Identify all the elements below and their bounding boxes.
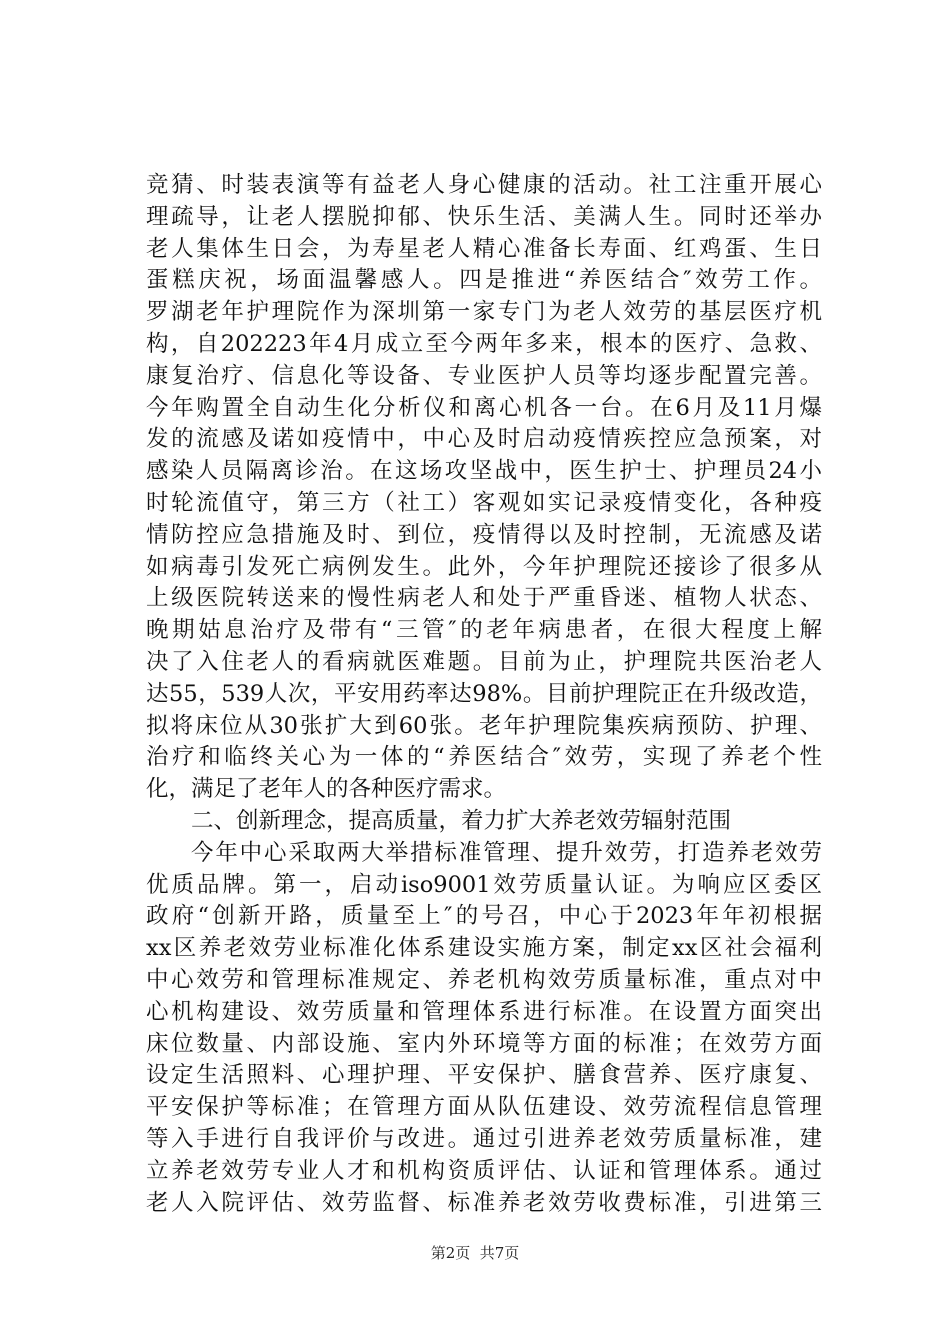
paragraph-line: 时轮流值守，第三方（社工）客观如实记录疫情变化，各种疫	[146, 489, 822, 516]
paragraph-line: 治疗和临终关心为一体的“养医结合″效劳，实现了养老个性	[146, 744, 822, 771]
paragraph-line: 化，满足了老年人的各种医疗需求。	[146, 776, 507, 803]
paragraph-line: 竞猜、时装表演等有益老人身心健康的活动。社工注重开展心	[146, 172, 822, 198]
paragraph-line: 今年中心采取两大举措标准管理、提升效劳，打造养老效劳	[191, 839, 822, 866]
paragraph-line: 决了入住老人的看病就医难题。目前为止，护理院共医治老人	[146, 648, 822, 675]
paragraph-line: 设定生活照料、心理护理、平安保护、膳食营养、医疗康复、	[146, 1062, 822, 1089]
page-footer	[0, 1243, 950, 1263]
paragraph-line: 平安保护等标准；在管理方面从队伍建设、效劳流程信息管理	[146, 1094, 822, 1121]
paragraph-line: 老人入院评估、效劳监督、标准养老效劳收费标准，引进第三	[146, 1189, 822, 1216]
paragraph-line: 晚期姑息治疗及带有“三管″的老年病患者，在很大程度上解	[146, 617, 822, 644]
paragraph-line: 拟将床位从30张扩大到60张。老年护理院集疾病预防、护理、	[146, 712, 822, 739]
paragraph-line: 床位数量、内部设施、室内外环境等方面的标准；在效劳方面	[146, 1030, 822, 1057]
paragraph-line: 理疏导，让老人摆脱抑郁、快乐生活、美满人生。同时还举办	[146, 203, 822, 230]
paragraph-line: 发的流感及诺如疫情中，中心及时启动疫情疾控应急预案，对	[146, 426, 822, 453]
paragraph-line: 心机构建设、效劳质量和管理体系进行标准。在设置方面突出	[146, 998, 822, 1025]
paragraph-line: 上级医院转送来的慢性病老人和处于严重昏迷、植物人状态、	[146, 585, 822, 612]
paragraph-line: 康复治疗、信息化等设备、专业医护人员等均逐步配置完善。	[146, 362, 822, 389]
document-body	[146, 170, 822, 1219]
page-number-label: 第2页 共7页	[430, 1244, 520, 1262]
paragraph-line: 政府“创新开路，质量至上″的号召，中心于2023年年初根据	[146, 903, 822, 930]
paragraph-line: 蛋糕庆祝，场面温馨感人。四是推进“养医结合″效劳工作。	[146, 267, 822, 294]
paragraph-line: 情防控应急措施及时、到位，疫情得以及时控制，无流感及诺	[146, 521, 822, 548]
section-heading: 二、创新理念，提高质量，着力扩大养老效劳辐射范围	[191, 807, 732, 834]
paragraph-line: 罗湖老年护理院作为深圳第一家专门为老人效劳的基层医疗机	[146, 299, 822, 326]
paragraph-line: 感染人员隔离诊治。在这场攻坚战中，医生护士、护理员24小	[146, 458, 822, 485]
paragraph-line: 今年购置全自动生化分析仪和离心机各一台。在6月及11月爆	[146, 394, 822, 421]
paragraph-line: 优质品牌。第一，启动iso9001效劳质量认证。为响应区委区	[146, 871, 822, 898]
paragraph-line: xx区养老效劳业标准化体系建设实施方案，制定xx区社会福利	[146, 935, 822, 962]
paragraph-line: 等入手进行自我评价与改进。通过引进养老效劳质量标准，建	[146, 1125, 822, 1152]
paragraph-line: 构，自202223年4月成立至今两年多来，根本的医疗、急救、	[146, 330, 822, 357]
paragraph-line: 老人集体生日会，为寿星老人精心准备长寿面、红鸡蛋、生日	[146, 235, 822, 262]
paragraph-line: 如病毒引发死亡病例发生。此外，今年护理院还接诊了很多从	[146, 553, 822, 580]
paragraph-line: 中心效劳和管理标准规定、养老机构效劳质量标准，重点对中	[146, 966, 822, 993]
paragraph-line: 达55，539人次，平安用药率达98%。目前护理院正在升级改造，	[146, 680, 822, 707]
paragraph-line: 立养老效劳专业人才和机构资质评估、认证和管理体系。通过	[146, 1157, 822, 1184]
